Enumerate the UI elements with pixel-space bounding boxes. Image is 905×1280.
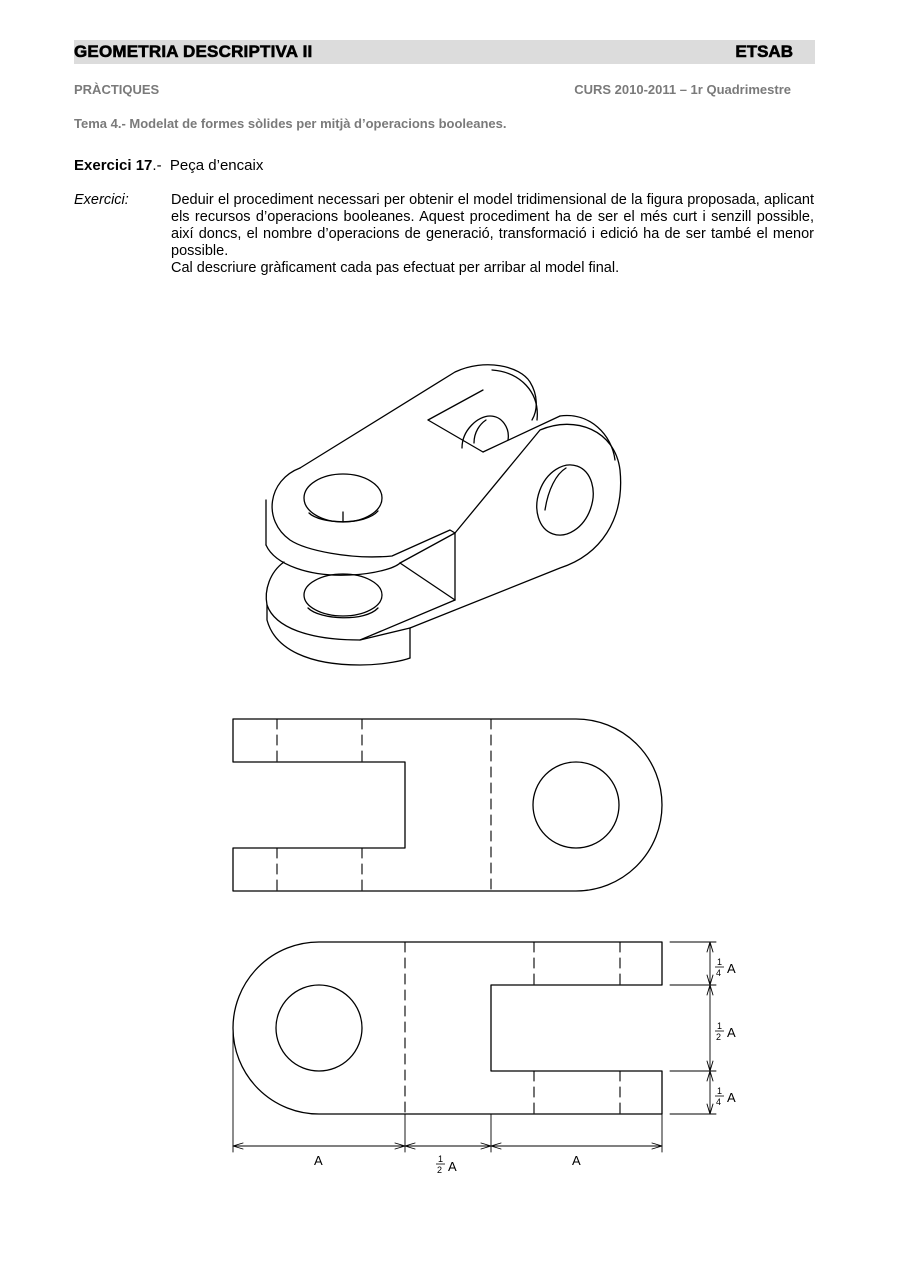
school-name: ETSAB bbox=[735, 42, 793, 61]
exercise-instruction: Cal descriure gràficament cada pas efectuat per arribar al model final. bbox=[171, 260, 620, 276]
exercise-name: Peça d’encaix bbox=[169, 157, 264, 174]
dim-half-v-num: 1 bbox=[717, 1021, 723, 1031]
dim-half-num: 1 bbox=[438, 1154, 444, 1164]
dimension-lines bbox=[233, 942, 716, 1152]
dim-quarter-bottom-den: 4 bbox=[716, 1097, 722, 1107]
front-view bbox=[233, 942, 662, 1114]
dim-quarter-top-a: A bbox=[727, 961, 736, 976]
exercise-label: Exercici: bbox=[74, 192, 129, 208]
term-label: CURS 2010-2011 – 1r Quadrimestre bbox=[574, 82, 791, 97]
top-view bbox=[233, 719, 662, 891]
section-label: PRÀCTIQUES bbox=[74, 82, 160, 97]
dim-quarter-bottom-a: A bbox=[727, 1090, 736, 1105]
exercise-number: Exercici 17 bbox=[74, 157, 153, 174]
isometric-view bbox=[266, 365, 621, 665]
dim-half-v-den: 2 bbox=[716, 1032, 722, 1042]
dim-quarter-bottom-num: 1 bbox=[717, 1086, 723, 1096]
dim-half-v-a: A bbox=[727, 1025, 736, 1040]
exercise-separator: .- bbox=[152, 157, 162, 174]
exercise-description: Deduir el procediment necessari per obtenir el model tridimensional de la figura proposada, aplicant els recursos d’operacions booleanes. Aquest procediment ha de ser el més curt i senzill possible, així doncs, el nombre d’operacions de generació, transformació i edició ha de ser també el menor possible. bbox=[171, 192, 814, 259]
topic-label: Tema 4.- Modelat de formes sòlides per mitjà d’operacions booleanes. bbox=[74, 116, 507, 131]
dim-a-right: A bbox=[572, 1153, 581, 1168]
dim-quarter-top-den: 4 bbox=[716, 968, 722, 978]
dim-a-left: A bbox=[314, 1153, 323, 1168]
dim-half-den: 2 bbox=[437, 1165, 443, 1175]
course-title: GEOMETRIA DESCRIPTIVA II bbox=[74, 42, 313, 61]
dim-quarter-top-num: 1 bbox=[717, 957, 723, 967]
dimension-labels bbox=[314, 957, 736, 1175]
dim-half-a: A bbox=[448, 1159, 457, 1174]
